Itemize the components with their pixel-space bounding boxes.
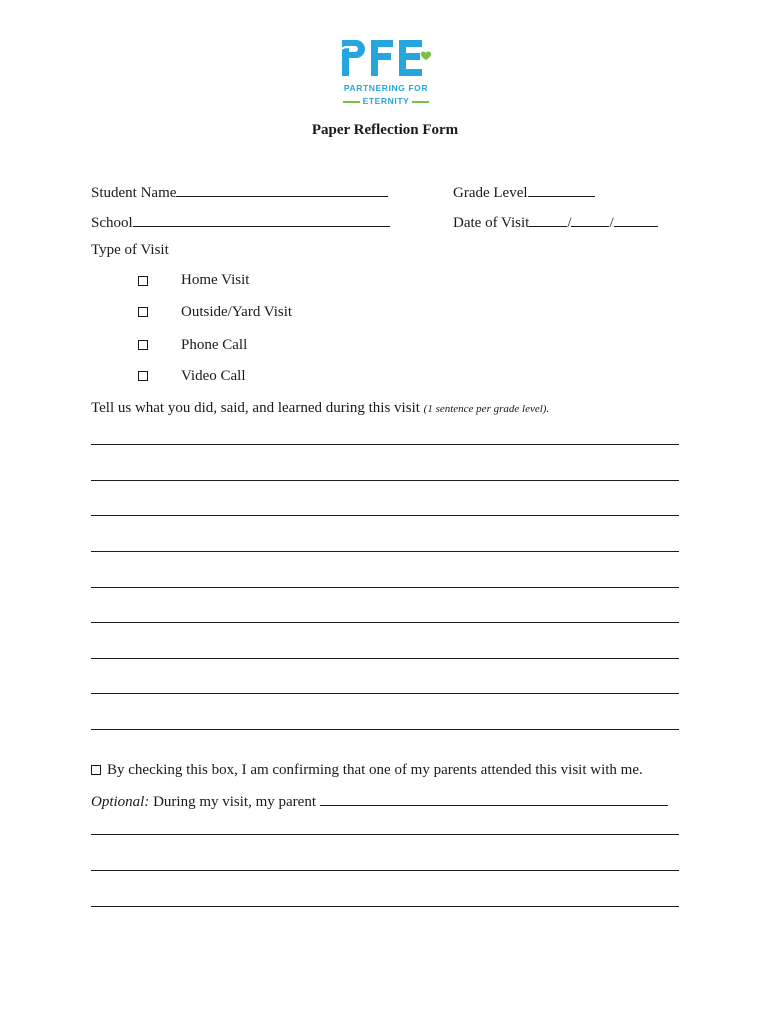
date-separator-1: / <box>567 215 572 231</box>
optional-label: Optional: <box>91 794 150 810</box>
optional-row <box>91 791 668 811</box>
grade-level-field[interactable] <box>528 182 595 197</box>
school-label: School <box>91 215 133 231</box>
logo-tagline-2 <box>338 96 434 106</box>
form-title: Paper Reflection Form <box>311 122 459 138</box>
student-name-row <box>91 182 388 202</box>
student-name-field[interactable] <box>176 182 388 197</box>
home-visit-checkbox[interactable] <box>138 276 148 286</box>
optional-line[interactable] <box>91 870 679 871</box>
parent-confirm-text: By checking this box, I am confirming that one of my parents attended this visit with me. <box>107 762 643 778</box>
reflection-line[interactable] <box>91 693 679 694</box>
reflection-line[interactable] <box>91 622 679 623</box>
outside-yard-visit-label: Outside/Yard Visit <box>181 304 293 320</box>
reflection-line[interactable] <box>91 551 679 552</box>
type-of-visit-label: Type of Visit <box>91 242 169 258</box>
grade-level-label: Grade Level <box>453 185 528 201</box>
reflection-line[interactable] <box>91 587 679 588</box>
optional-line[interactable] <box>91 834 679 835</box>
pfe-logo <box>338 36 434 108</box>
reflection-line[interactable] <box>91 729 679 730</box>
optional-text: During my visit, my parent <box>149 794 320 810</box>
school-row <box>91 212 390 232</box>
reflection-prompt-text: Tell us what you did, said, and learned during this visit <box>91 400 424 416</box>
reflection-line[interactable] <box>91 515 679 516</box>
phone-call-checkbox[interactable] <box>138 340 148 350</box>
video-call-checkbox[interactable] <box>138 371 148 381</box>
logo-dash-left <box>343 101 360 103</box>
video-call-label: Video Call <box>181 368 246 384</box>
outside-yard-visit-checkbox[interactable] <box>138 307 148 317</box>
grade-level-row <box>453 182 595 202</box>
optional-line[interactable] <box>91 906 679 907</box>
logo-tagline-2-text: ETERNITY <box>362 96 410 106</box>
date-year-field[interactable] <box>614 212 658 227</box>
student-name-label: Student Name <box>91 185 177 201</box>
parent-confirm-row <box>91 762 643 779</box>
parent-confirm-checkbox[interactable] <box>91 765 101 775</box>
date-of-visit-row <box>453 212 658 232</box>
reflection-prompt <box>91 400 549 417</box>
date-separator-2: / <box>609 215 614 231</box>
date-of-visit-label: Date of Visit <box>453 215 530 231</box>
date-day-field[interactable] <box>571 212 609 227</box>
phone-call-label: Phone Call <box>181 337 248 353</box>
pfe-logo-mark <box>338 36 434 80</box>
home-visit-label: Home Visit <box>181 272 250 288</box>
logo-tagline-1: PARTNERING FOR <box>343 83 429 93</box>
reflection-line[interactable] <box>91 444 679 445</box>
reflection-line[interactable] <box>91 658 679 659</box>
school-field[interactable] <box>133 212 390 227</box>
optional-parent-field[interactable] <box>320 791 668 806</box>
reflection-hint: (1 sentence per grade level). <box>423 403 550 415</box>
date-month-field[interactable] <box>529 212 567 227</box>
logo-dash-right <box>412 101 429 103</box>
reflection-line[interactable] <box>91 480 679 481</box>
